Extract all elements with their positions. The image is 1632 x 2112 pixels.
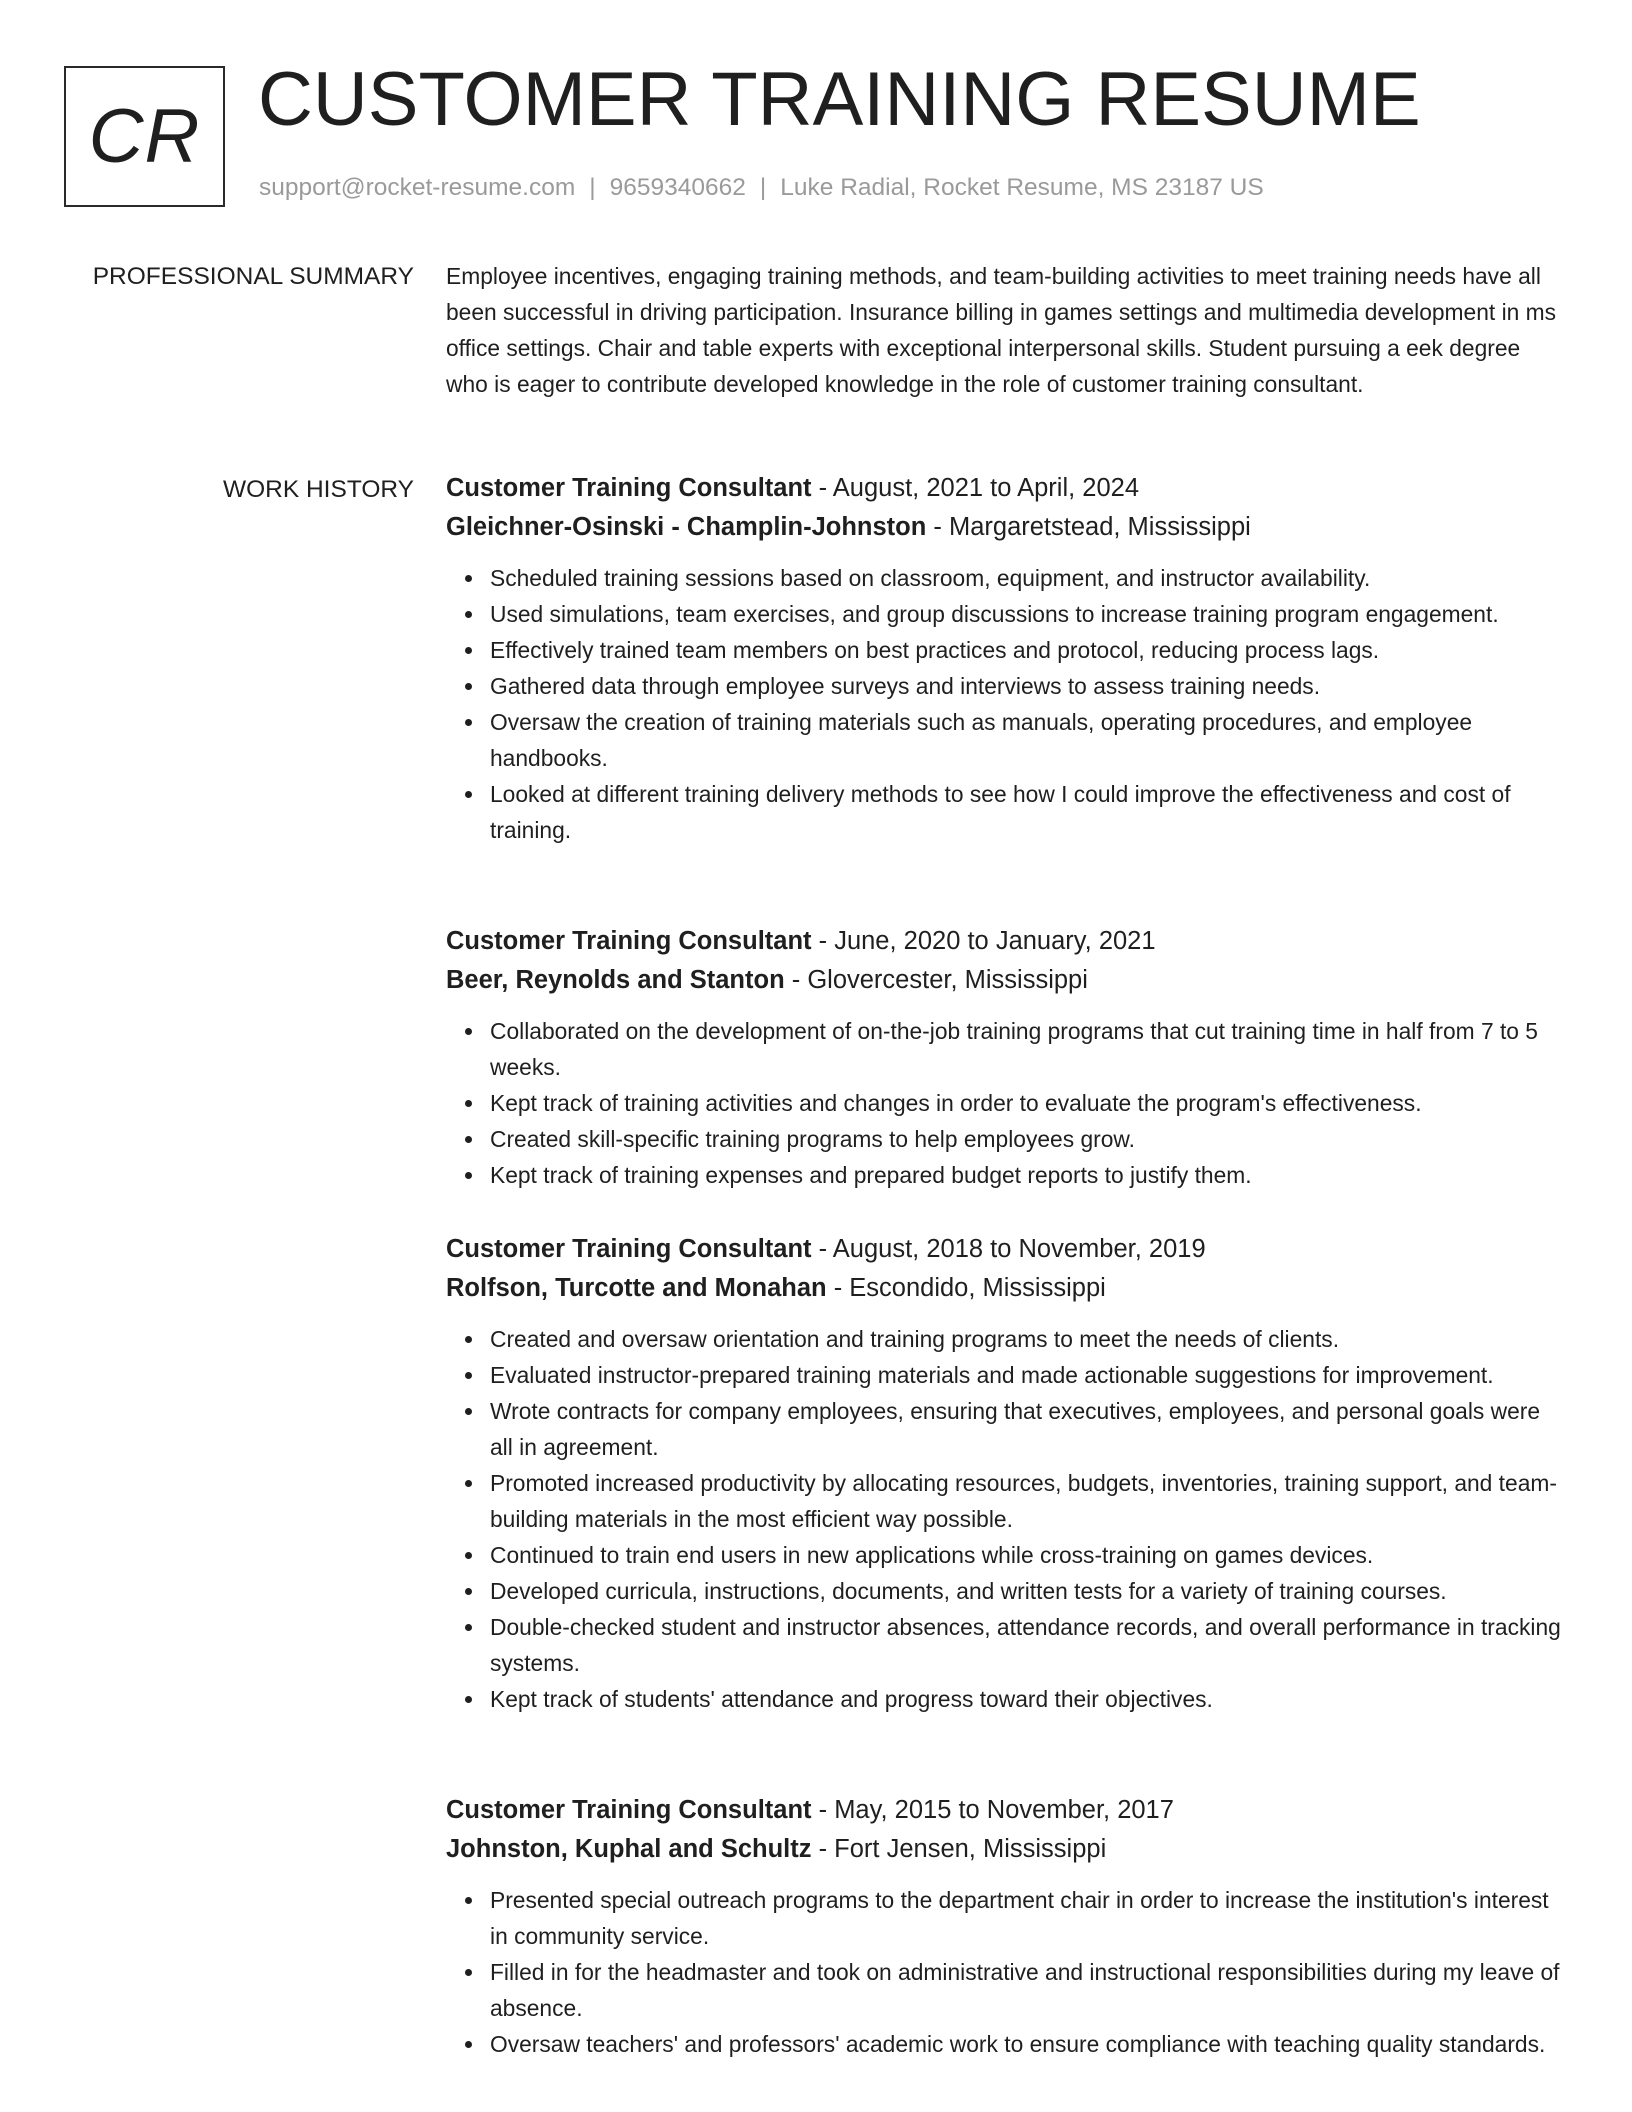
bullet-item: Scheduled training sessions based on classroom, equipment, and instructor availability. — [490, 560, 1566, 596]
job-bullets — [446, 560, 1566, 848]
bullet-item: Presented special outreach programs to the department chair in order to increase the institution's interest in community service. — [490, 1882, 1566, 1954]
bullet-item: Promoted increased productivity by allocating resources, budgets, inventories, training support, and team-building materials in the most efficient way possible. — [490, 1465, 1566, 1537]
job-company-line — [446, 1269, 1566, 1308]
bullet-item: Double-checked student and instructor absences, attendance records, and overall performance in tracking systems. — [490, 1609, 1566, 1681]
section-label-work-history: WORK HISTORY — [222, 476, 414, 503]
job-bullets — [446, 1882, 1566, 2062]
bullet-item: Continued to train end users in new applications while cross-training on games devices. — [490, 1537, 1566, 1573]
job-company: Gleichner-Osinski - Champlin-Johnston — [446, 513, 927, 541]
contact-phone: 9659340662 — [609, 174, 746, 201]
job-entry — [446, 469, 1566, 848]
bullet-item: Filled in for the headmaster and took on administrative and instructional responsibilities during my leave of absence. — [490, 1954, 1566, 2026]
job-title-line — [446, 1791, 1566, 1830]
job-location: - Glovercester, Mississippi — [784, 966, 1088, 994]
bullet-item: Used simulations, team exercises, and group discussions to increase training program engagement. — [490, 596, 1566, 632]
section-label-summary: PROFESSIONAL SUMMARY — [92, 263, 414, 290]
job-company: Beer, Reynolds and Stanton — [446, 966, 785, 994]
job-location: - Fort Jensen, Mississippi — [811, 1835, 1107, 1863]
job-title-line — [446, 469, 1566, 508]
job-location: - Margaretstead, Mississippi — [926, 513, 1251, 541]
bullet-item: Created skill-specific training programs to help employees grow. — [490, 1121, 1566, 1157]
job-title-line — [446, 1230, 1566, 1269]
bullet-item: Kept track of training expenses and prepared budget reports to justify them. — [490, 1157, 1566, 1193]
bullet-item: Looked at different training delivery methods to see how I could improve the effectiveness and cost of training. — [490, 776, 1566, 848]
bullet-item: Collaborated on the development of on-the-job training programs that cut training time in half from 7 to 5 weeks. — [490, 1013, 1566, 1085]
job-entry — [446, 922, 1566, 1193]
bullet-item: Kept track of students' attendance and progress toward their objectives. — [490, 1681, 1566, 1717]
job-title: Customer Training Consultant — [446, 1796, 812, 1824]
contact-line — [259, 174, 1264, 202]
job-entry — [446, 1230, 1566, 1717]
job-title: Customer Training Consultant — [446, 1235, 812, 1263]
summary-text: Employee incentives, engaging training methods, and team-building activities to meet training needs have all been successful in driving participation. Insurance billing in games settings and multimedia development in ms office settings. Chair and table experts with exceptional interpersonal skills. Student pursuing a eek degree who is eager to contribute developed knowledge in the role of customer training consultant. — [446, 263, 1557, 397]
bullet-item: Kept track of training activities and changes in order to evaluate the program's effectiveness. — [490, 1085, 1566, 1121]
bullet-item: Effectively trained team members on best practices and protocol, reducing process lags. — [490, 632, 1566, 668]
bullet-item: Oversaw teachers' and professors' academic work to ensure compliance with teaching quality standards. — [490, 2026, 1566, 2062]
contact-address: Luke Radial, Rocket Resume, MS 23187 US — [780, 174, 1264, 201]
monogram-text: CR — [88, 93, 201, 179]
job-company-line — [446, 1830, 1566, 1869]
job-bullets — [446, 1321, 1566, 1717]
bullet-item: Wrote contracts for company employees, ensuring that executives, employees, and personal goals were all in agreement. — [490, 1393, 1566, 1465]
job-company: Rolfson, Turcotte and Monahan — [446, 1274, 827, 1302]
job-title: Customer Training Consultant — [446, 474, 812, 502]
job-company-line — [446, 961, 1566, 1000]
bullet-item: Oversaw the creation of training materials such as manuals, operating procedures, and employee handbooks. — [490, 704, 1566, 776]
job-dates: - August, 2018 to November, 2019 — [811, 1235, 1206, 1263]
job-dates: - May, 2015 to November, 2017 — [811, 1796, 1174, 1824]
job-title-line — [446, 922, 1566, 961]
job-company: Johnston, Kuphal and Schultz — [446, 1835, 812, 1863]
job-dates: - August, 2021 to April, 2024 — [811, 474, 1140, 502]
job-dates: - June, 2020 to January, 2021 — [811, 927, 1156, 955]
monogram-logo — [64, 66, 225, 207]
resume-title: CUSTOMER TRAINING RESUME — [258, 57, 1421, 142]
bullet-item: Created and oversaw orientation and training programs to meet the needs of clients. — [490, 1321, 1566, 1357]
job-entry — [446, 1791, 1566, 2062]
job-title: Customer Training Consultant — [446, 927, 812, 955]
contact-separator: | — [589, 174, 596, 201]
bullet-item: Evaluated instructor-prepared training materials and made actionable suggestions for improvement. — [490, 1357, 1566, 1393]
bullet-item: Gathered data through employee surveys and interviews to assess training needs. — [490, 668, 1566, 704]
contact-separator: | — [759, 174, 767, 201]
job-bullets — [446, 1013, 1566, 1193]
contact-email: support@rocket-resume.com — [259, 174, 576, 201]
bullet-item: Developed curricula, instructions, documents, and written tests for a variety of training courses. — [490, 1573, 1566, 1609]
job-location: - Escondido, Mississippi — [826, 1274, 1106, 1302]
job-company-line — [446, 508, 1566, 547]
